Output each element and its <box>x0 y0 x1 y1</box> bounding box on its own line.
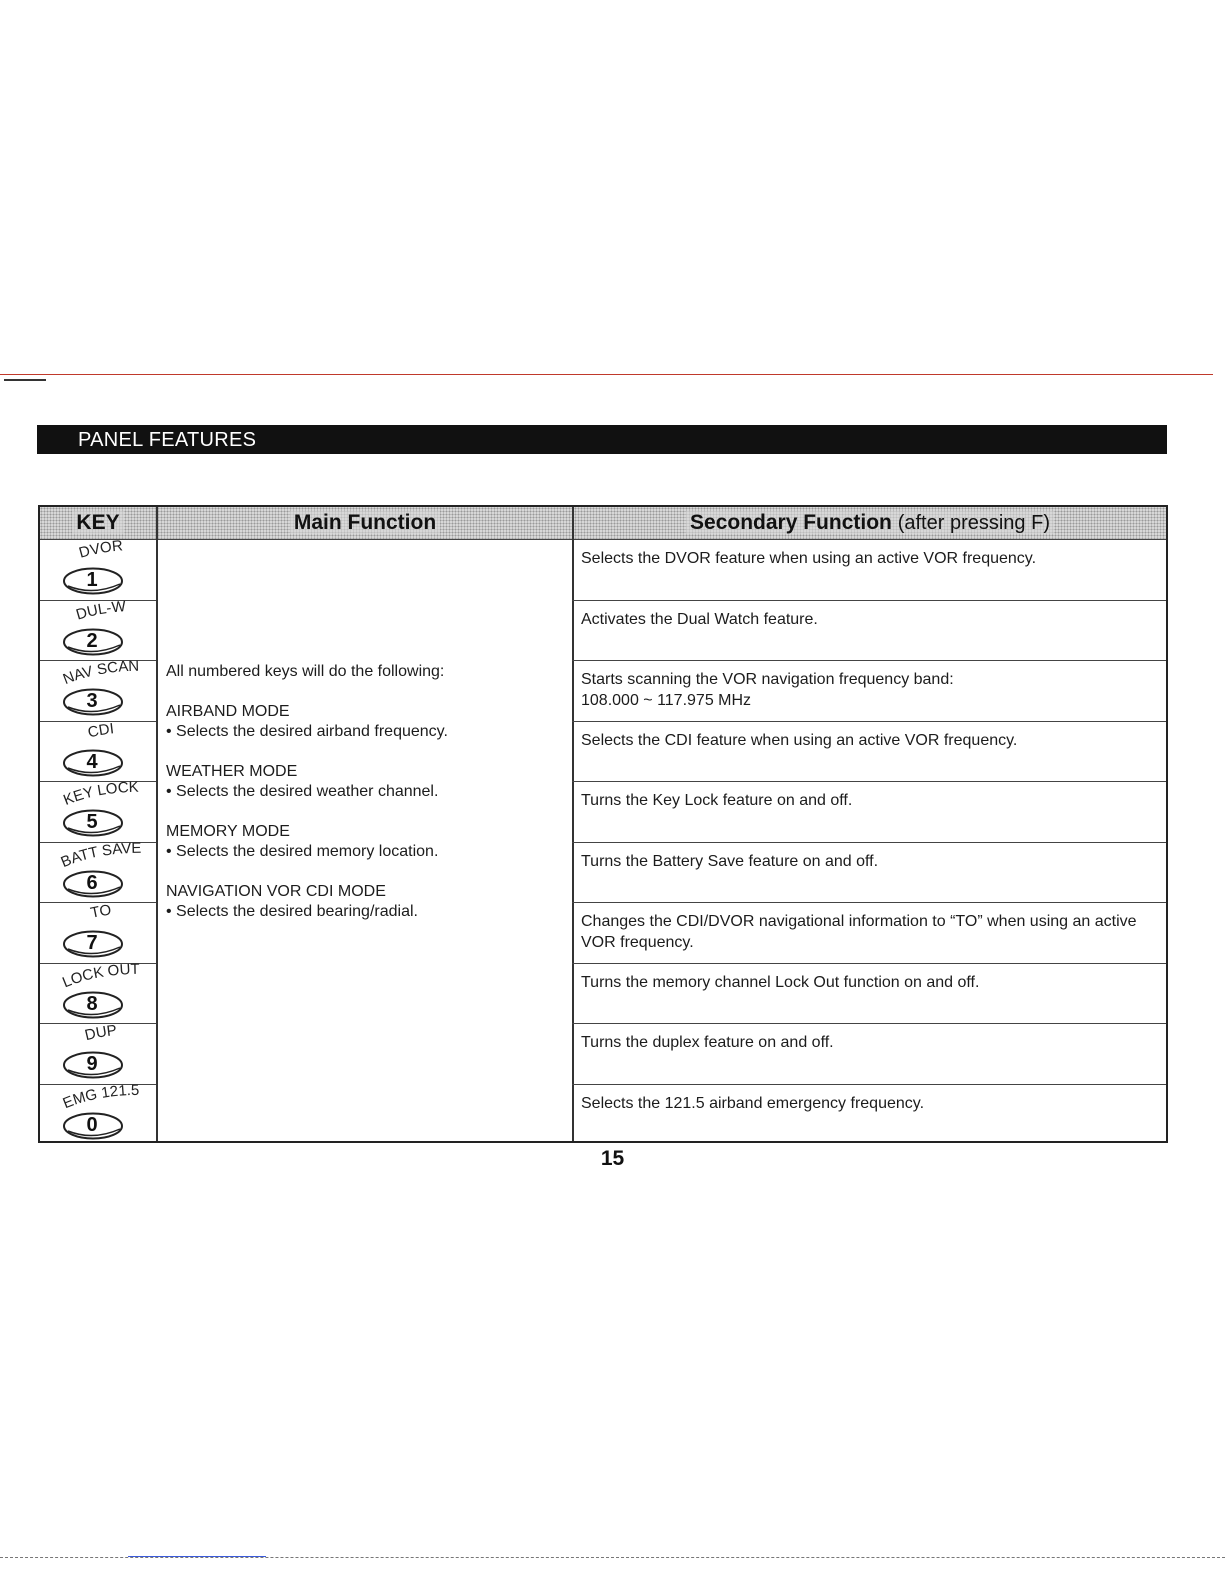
key-label-text: DVOR <box>77 537 124 562</box>
top-red-rule <box>0 374 1213 375</box>
secondary-function-line: Turns the Battery Save feature on and off. <box>581 852 879 870</box>
secondary-function-line: Selects the CDI feature when using an active VOR frequency. <box>581 731 1018 749</box>
svg-text:DUP <box>83 1022 118 1044</box>
key-digit: 8 <box>86 992 98 1015</box>
secondary-function-text <box>581 548 1166 569</box>
svg-text:CDI <box>86 720 115 741</box>
key-cell <box>40 537 156 600</box>
secondary-function-text <box>581 911 1166 953</box>
secondary-function-line: Changes the CDI/DVOR navigational information to “TO” when using an active VOR frequency. <box>581 913 1137 951</box>
mode-title: WEATHER MODE <box>166 763 298 780</box>
key-secondary-label <box>54 901 154 931</box>
key-label-text: TO <box>88 901 113 922</box>
secondary-row-divider <box>572 660 1166 661</box>
secondary-function-line: Turns the Key Lock feature on and off. <box>581 792 853 809</box>
secondary-row-divider <box>572 1084 1166 1085</box>
header-key <box>40 507 156 538</box>
bottom-dashed-rule <box>0 1557 1225 1558</box>
mode-title: MEMORY MODE <box>166 823 290 840</box>
header-secondary-label: Secondary Function <box>690 511 892 534</box>
key-digit: 0 <box>86 1113 98 1136</box>
key-digit: 4 <box>86 750 98 773</box>
svg-text:DUL-W <box>74 598 127 624</box>
corner-tick-mark <box>4 379 46 381</box>
main-function-intro: All numbered keys will do the following: <box>166 663 445 680</box>
key-secondary-label <box>54 1021 154 1052</box>
mode-description: • Selects the desired weather channel. <box>166 783 439 800</box>
key-cell <box>40 1021 156 1084</box>
section-title: PANEL FEATURES <box>78 429 257 451</box>
svg-text:NAV SCAN <box>61 658 140 688</box>
mode-title: AIRBAND MODE <box>166 703 290 720</box>
secondary-function-line: Selects the 121.5 airband emergency frequency. <box>581 1094 925 1112</box>
header-secondary-note: (after pressing F) <box>897 512 1050 534</box>
secondary-function-text <box>581 790 1166 811</box>
secondary-function-line: Activates the Dual Watch feature. <box>581 610 818 628</box>
secondary-function-line: Turns the memory channel Lock Out function on and off. <box>581 973 980 991</box>
key-digit: 7 <box>86 932 98 954</box>
mode-description: • Selects the desired memory location. <box>166 843 439 860</box>
key-label-text: BATT SAVE <box>58 839 142 871</box>
bottom-blue-rule <box>128 1556 266 1557</box>
panel-features-table <box>38 505 1168 1143</box>
page-number: 15 <box>600 1147 625 1170</box>
header-main-function <box>158 507 572 538</box>
key-secondary-label <box>54 1081 154 1113</box>
svg-text:KEY LOCK <box>61 779 139 809</box>
secondary-function-text <box>581 972 1166 993</box>
key-secondary-label <box>54 657 154 689</box>
key-cell <box>40 719 156 782</box>
secondary-function-text <box>581 1032 1166 1053</box>
key-cell <box>40 1081 156 1145</box>
key-secondary-label <box>54 719 154 750</box>
secondary-function-line: Starts scanning the VOR navigation frequency band: <box>581 671 954 688</box>
secondary-row-divider <box>572 902 1166 903</box>
secondary-row-divider <box>572 721 1166 722</box>
header-key-label: KEY <box>72 511 123 534</box>
key-cell <box>40 597 156 661</box>
main-function-text <box>166 662 566 922</box>
svg-text:LOCK OUT <box>60 960 140 991</box>
svg-text:DVOR <box>77 537 124 561</box>
key-digit: 6 <box>86 871 98 894</box>
table-header-row <box>40 507 1166 540</box>
key-cell <box>40 839 156 903</box>
key-secondary-label <box>54 597 154 629</box>
secondary-function-text <box>581 669 1166 711</box>
mode-description: • Selects the desired bearing/radial. <box>166 903 418 920</box>
key-label-text: NAV SCAN <box>60 657 140 689</box>
key-cell <box>40 903 156 963</box>
key-label-text: EMG 121.5 <box>60 1081 140 1112</box>
secondary-row-divider <box>572 1023 1166 1024</box>
key-digit: 2 <box>86 629 98 652</box>
svg-text:BATT SAVE <box>58 839 141 870</box>
secondary-row-divider <box>572 963 1166 964</box>
key-cell <box>40 960 156 1024</box>
secondary-function-text <box>581 609 1166 630</box>
secondary-function-line: Selects the DVOR feature when using an active VOR frequency. <box>581 550 1037 567</box>
mode-title: NAVIGATION VOR CDI MODE <box>166 883 386 900</box>
header-main-label: Main Function <box>290 511 440 534</box>
key-secondary-label <box>54 537 154 568</box>
key-digit: 5 <box>86 811 98 833</box>
key-digit: 3 <box>86 690 98 712</box>
secondary-row-divider <box>572 781 1166 782</box>
key-cell <box>40 778 156 842</box>
key-cell <box>40 657 156 721</box>
key-label-text: DUL-W <box>74 597 127 624</box>
key-digit: 9 <box>86 1053 98 1075</box>
secondary-row-divider <box>572 842 1166 843</box>
secondary-row-divider <box>572 600 1166 601</box>
key-label-text: DUP <box>83 1021 118 1045</box>
header-secondary-function <box>574 507 1166 538</box>
column-divider-main <box>572 507 574 1141</box>
secondary-function-line: Turns the duplex feature on and off. <box>581 1034 834 1051</box>
svg-text:TO <box>89 902 112 922</box>
key-label-text: LOCK OUT <box>60 960 140 991</box>
column-divider-key <box>156 507 158 1141</box>
key-secondary-label <box>54 839 154 871</box>
secondary-function-text <box>581 1093 1166 1114</box>
secondary-function-text <box>581 851 1166 872</box>
key-label-text: KEY LOCK <box>61 778 139 809</box>
section-title-banner <box>37 425 1167 454</box>
mode-description: • Selects the desired airband frequency. <box>166 723 448 740</box>
secondary-function-text <box>581 730 1166 751</box>
key-digit: 1 <box>86 569 98 591</box>
key-secondary-label <box>54 960 154 992</box>
key-secondary-label <box>54 778 154 810</box>
key-label-text: CDI <box>86 719 115 741</box>
secondary-function-line: 108.000 ~ 117.975 MHz <box>581 692 752 709</box>
svg-text:EMG 121.5 <box>61 1081 140 1111</box>
